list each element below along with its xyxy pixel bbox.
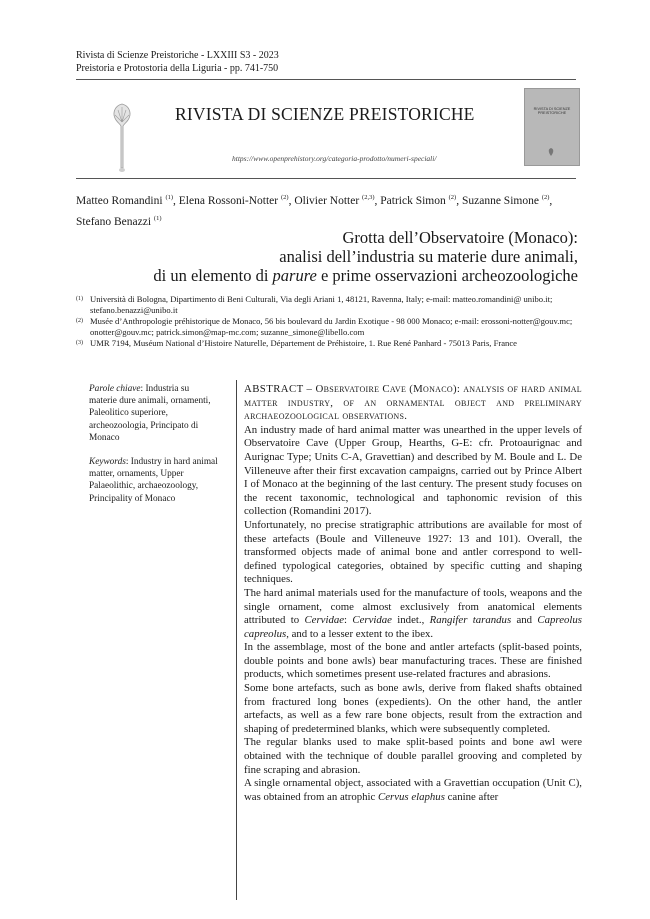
keywords-label: Parole chiave [89,384,141,394]
abstract-paragraph: Unfortunately, no precise stratigraphic attributions are available for most of these artefacts (Boule and Villeneuve 1927: 13 and 101). Overall, the transformed objects made of animal bone and antler correspond to well-defined typological categories, obtained by specific cutting and shaping techniques. [244,518,582,586]
taxon-name: Rangifer tarandus [429,614,512,627]
author-name: Suzanne Simone [461,195,539,207]
keywords-italian [89,383,219,444]
affiliation-item [76,294,586,316]
abstract-paragraph: In the assemblage, most of the bone and antler artefacts (split-based points, double points and bone awls) bear manufacturing traces. These are finished products, which sometimes present use-related fractures and abrasions. [244,641,582,681]
affiliation-item [76,338,586,349]
keywords-column [89,383,219,505]
author-name: Stefano Benazzi [76,216,152,228]
abstract [244,383,582,804]
author-name: Elena Rossoni-Notter [178,195,279,207]
author-affil-mark: (1) [153,215,162,222]
journal-cover-thumbnail [524,88,580,166]
masthead-rule [76,178,576,179]
abstract-text: and [511,614,538,627]
article-title-line-3 [153,266,578,285]
author-list [76,189,586,231]
abstract-paragraph: An industry made of hard animal matter was unearthed in the upper levels of Observatoire Cave (Upper Group, Hearths, G-E: cfr. Protoaurignac and Aurignac Type; Units C-A, Gravettian) and described by M. Boule and L. De Villeneuve after their first excavation campaigns, carried out by Prince Albert I of Monaco at the beginning of the last century. The present study focuses on the recent taxonomic, technological and taphonomic revision of this collection (Romandini 2017). [244,423,582,518]
journal-url: https://www.openprehistory.org/categoria-prodotto/numeri-speciali/ [232,154,437,163]
keywords-label: Keywords [89,457,126,468]
author-separator: , [456,195,462,207]
running-header-volume: Preistoria e Protostoria della Liguria - pp. 741-750 [76,63,279,74]
abstract-text: The hard animal materials used for the manufacture of tools, weapons and the single ornament, come almost exclusively from anatomical elements attributed to [244,586,582,627]
taxon-name: Capreolus capreolus [244,614,582,640]
affiliation-mark: (2) [76,318,83,324]
abstract-paragraph: Some bone artefacts, such as bone awls, derive from flaked shafts obtained from fractured long bones (expedients). On the other hand, the antler artefacts, as well as a few rare bone objects, result from the extraction and shaping of predetermined blanks, which were subsequently completed. [244,682,582,735]
cover-title: RIVISTA DI SCIENZE PREISTORICHE [533,107,571,116]
running-header-series: Rivista di Scienze Preistoriche - LXXIII S3 - 2023 [76,50,279,61]
author-affil-mark: (1) [165,194,174,201]
abstract-paragraph [244,587,582,641]
title-text: e prime osservazioni archeozoologiche [316,266,578,285]
keywords-text: : Industry in hard animal matter, ornaments, Upper Palaeolithic, archaeozoology, Principality of Monaco [89,457,218,504]
taxon-name: Cervidae [352,614,392,627]
author-affil-mark: (2) [541,194,550,201]
journal-title: RIVISTA DI SCIENZE PREISTORICHE [175,104,475,124]
column-divider [236,380,237,900]
affiliation-text: Musée d’Anthropologie préhistorique de Monaco, 56 bis boulevard du Jardin Exotique - 98 000 Monaco; e-mail: erossoni-notter@gouv.mc; onotter@gouv.mc; patrick.simon@map-mc.com; suzanne_simone@libello.com [90,316,573,337]
abstract-label: ABSTRACT – [244,383,316,395]
author-separator: , [288,195,295,207]
taxon-name: Cervidae [304,614,345,627]
abstract-heading [244,383,582,424]
abstract-paragraph: The regular blanks used to make split-based points and bone awl were obtained with the technique of double parallel grooving and completed by fine scraping and abrasion. [244,736,582,776]
affiliation-mark: (1) [76,296,83,302]
author-name: Olivier Notter [294,195,360,207]
abstract-text: indet., [391,614,430,627]
article-title-line-2: analisi dell’industria su materie dure animali, [279,247,578,266]
affiliation-mark: (3) [76,340,83,346]
abstract-text: , and to a lesser extent to the ibex. [286,627,434,640]
title-text: di un elemento di [153,266,273,285]
header-rule [76,79,576,80]
cover-emblem-icon [546,147,556,157]
author-name: Matteo Romandini [76,195,163,207]
author-separator: , [549,195,553,207]
abstract-text: canine after [444,790,499,803]
journal-logo-icon [108,96,136,176]
author-separator: , [173,195,179,207]
title-italic-term: parure [272,266,317,285]
abstract-paragraph [244,777,582,804]
author-affil-mark: (2,3) [362,194,375,201]
affiliation-text: Università di Bologna, Dipartimento di Beni Culturali, Via degli Ariani 1, 48121, Ravenna, Italy; e-mail: matteo.romandini@ unibo.it; stefano.benazzi@unibo.it [90,294,553,315]
affiliation-text: UMR 7194, Muséum National d’Histoire Naturelle, Département de Préhistoire, 1. Rue René Panhard - 75013 Paris, France [90,338,517,348]
keywords-english [89,456,219,505]
taxon-name: Cervus elaphus [378,790,445,803]
affiliation-item [76,316,586,338]
author-name: Patrick Simon [380,195,446,207]
keywords-text: : Industria su materie dure animali, ornamenti, Paleolitico superiore, archeozoologia, Principato di Monaco [89,384,211,443]
author-affil-mark: (2) [448,194,457,201]
affiliations [76,294,586,349]
abstract-text: : [344,614,353,627]
abstract-english-title: Observatoire Cave (Monaco): analysis of hard animal matter industry, of an ornamental object and preliminary archaeozoological observations. [244,383,582,423]
author-separator: , [374,195,381,207]
author-affil-mark: (2) [280,194,289,201]
article-title-line-1: Grotta dell’Observatoire (Monaco): [342,228,578,247]
abstract-text: A single ornamental object, associated with a Gravettian occupation (Unit C), was obtained from an atrophic [244,777,582,803]
